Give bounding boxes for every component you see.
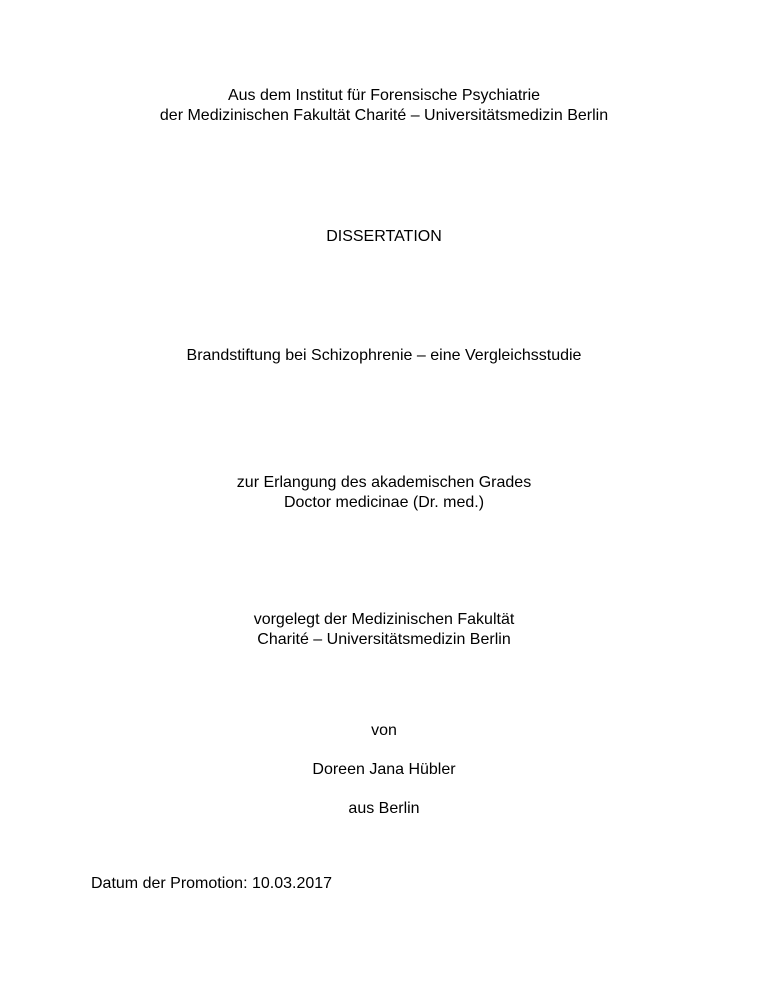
- institute-line-1: Aus dem Institut für Forensische Psychiatrie: [227, 87, 541, 104]
- institute-line-2: der Medizinischen Fakultät Charité – Universitätsmedizin Berlin: [159, 107, 609, 124]
- submitted-line-1: vorgelegt der Medizinischen Fakultät: [253, 611, 515, 628]
- promotion-date: Datum der Promotion: 10.03.2017: [91, 875, 333, 892]
- author-origin: aus Berlin: [348, 800, 420, 817]
- author-by: von: [371, 722, 397, 739]
- submitted-line-2: Charité – Universitätsmedizin Berlin: [257, 631, 511, 648]
- degree-line-1: zur Erlangung des akademischen Grades: [236, 474, 532, 491]
- document-type: DISSERTATION: [326, 228, 442, 245]
- degree-line-2: Doctor medicinae (Dr. med.): [283, 494, 485, 511]
- dissertation-title: Brandstiftung bei Schizophrenie – eine Vergleichsstudie: [186, 347, 582, 364]
- author-name: Doreen Jana Hübler: [312, 761, 456, 778]
